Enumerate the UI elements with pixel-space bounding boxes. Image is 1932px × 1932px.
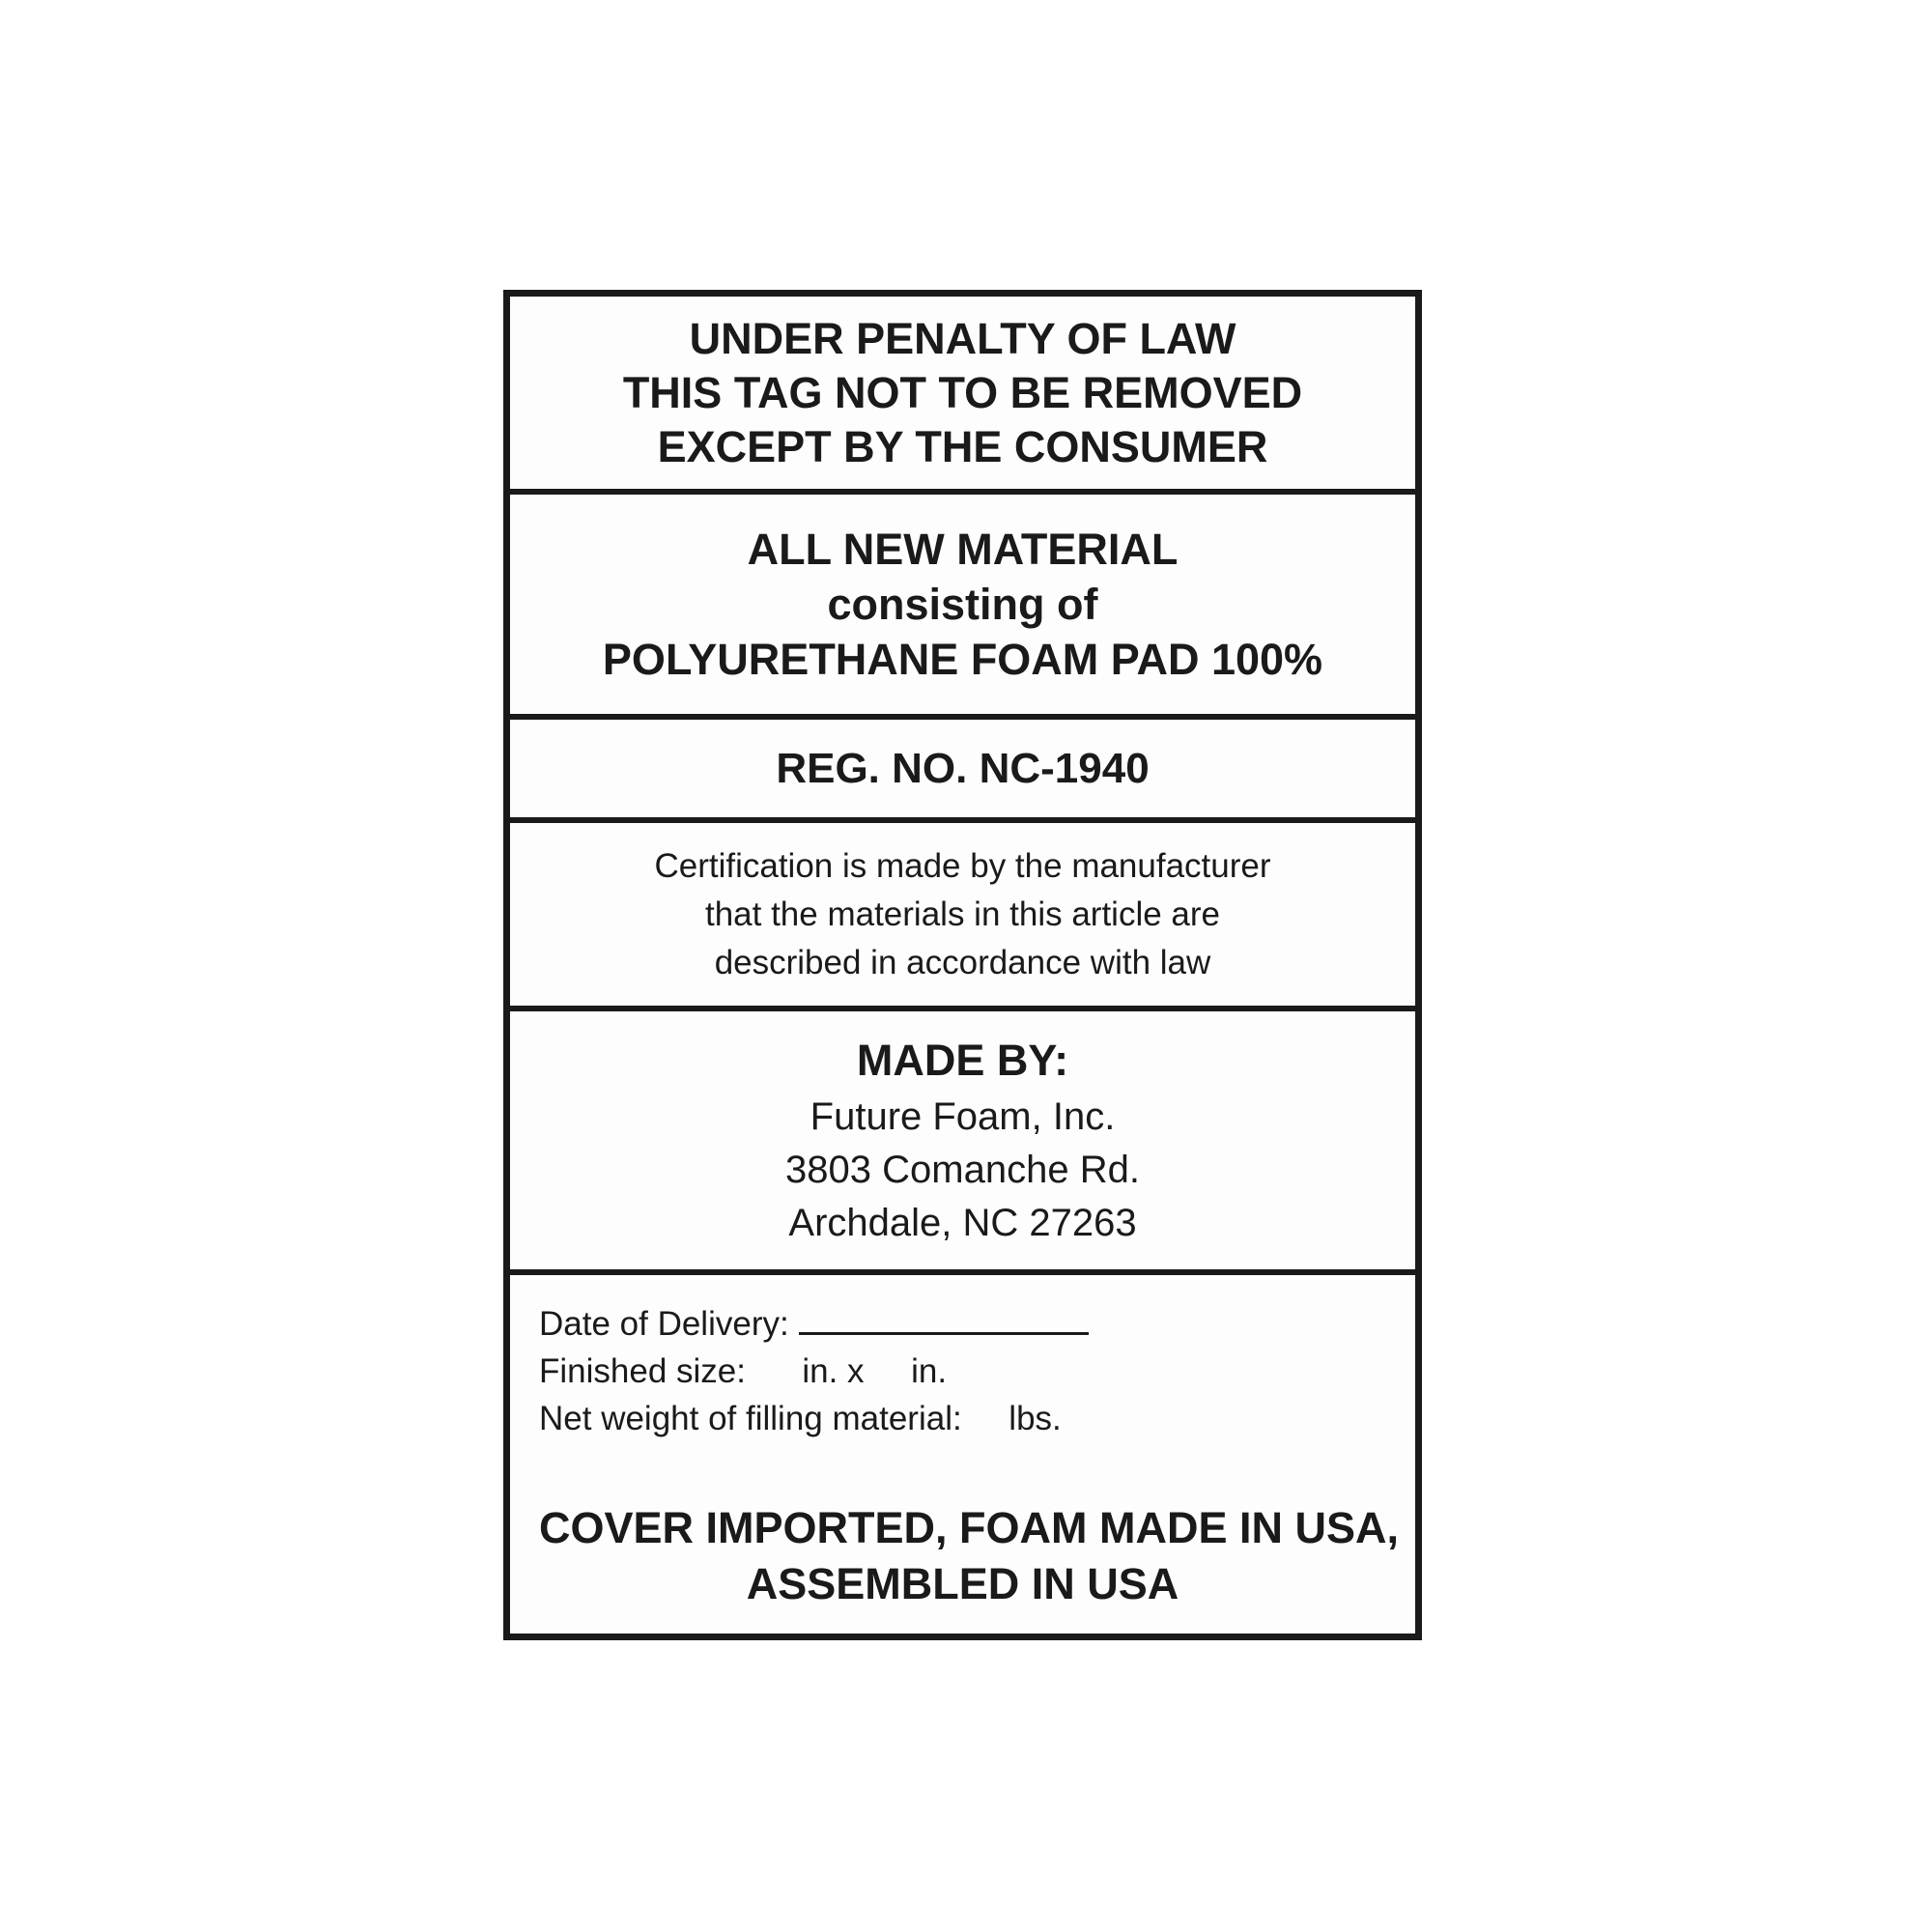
certification-line: described in accordance with law <box>714 943 1211 981</box>
manufacturer-street: 3803 Comanche Rd. <box>785 1149 1140 1191</box>
net-weight-line: Net weight of filling material: lbs. <box>539 1400 1062 1437</box>
origin-line: ASSEMBLED IN USA <box>746 1559 1179 1608</box>
material-line: POLYURETHANE FOAM PAD 100% <box>602 635 1323 684</box>
made-by-heading: MADE BY: <box>856 1036 1069 1085</box>
material-line: ALL NEW MATERIAL <box>747 525 1179 574</box>
section-penalty <box>510 297 1415 495</box>
certification-line: that the materials in this article are <box>704 895 1220 933</box>
manufacturer-city: Archdale, NC 27263 <box>788 1202 1137 1244</box>
origin-statement <box>539 1500 1400 1612</box>
penalty-line: EXCEPT BY THE CONSUMER <box>657 421 1268 471</box>
section-certification <box>510 823 1415 1011</box>
section-material <box>510 495 1415 720</box>
date-of-delivery-label: Date of Delivery: <box>539 1305 789 1343</box>
date-of-delivery-line <box>539 1300 1415 1348</box>
section-made-by <box>510 1011 1415 1275</box>
origin-line: COVER IMPORTED, FOAM MADE IN USA, <box>539 1503 1400 1552</box>
material-line: consisting of <box>827 580 1098 629</box>
penalty-line: UNDER PENALTY OF LAW <box>689 313 1236 363</box>
date-blank-line <box>799 1302 1089 1335</box>
section-details <box>510 1275 1415 1634</box>
section-registration <box>510 720 1415 823</box>
manufacturer-name: Future Foam, Inc. <box>810 1095 1116 1138</box>
certification-line: Certification is made by the manufacturer <box>654 846 1271 885</box>
finished-size-line: Finished size: in. x in. <box>539 1352 948 1390</box>
registration-number: REG. NO. NC-1940 <box>776 744 1150 792</box>
law-label <box>503 290 1422 1640</box>
penalty-line: THIS TAG NOT TO BE REMOVED <box>622 367 1303 417</box>
